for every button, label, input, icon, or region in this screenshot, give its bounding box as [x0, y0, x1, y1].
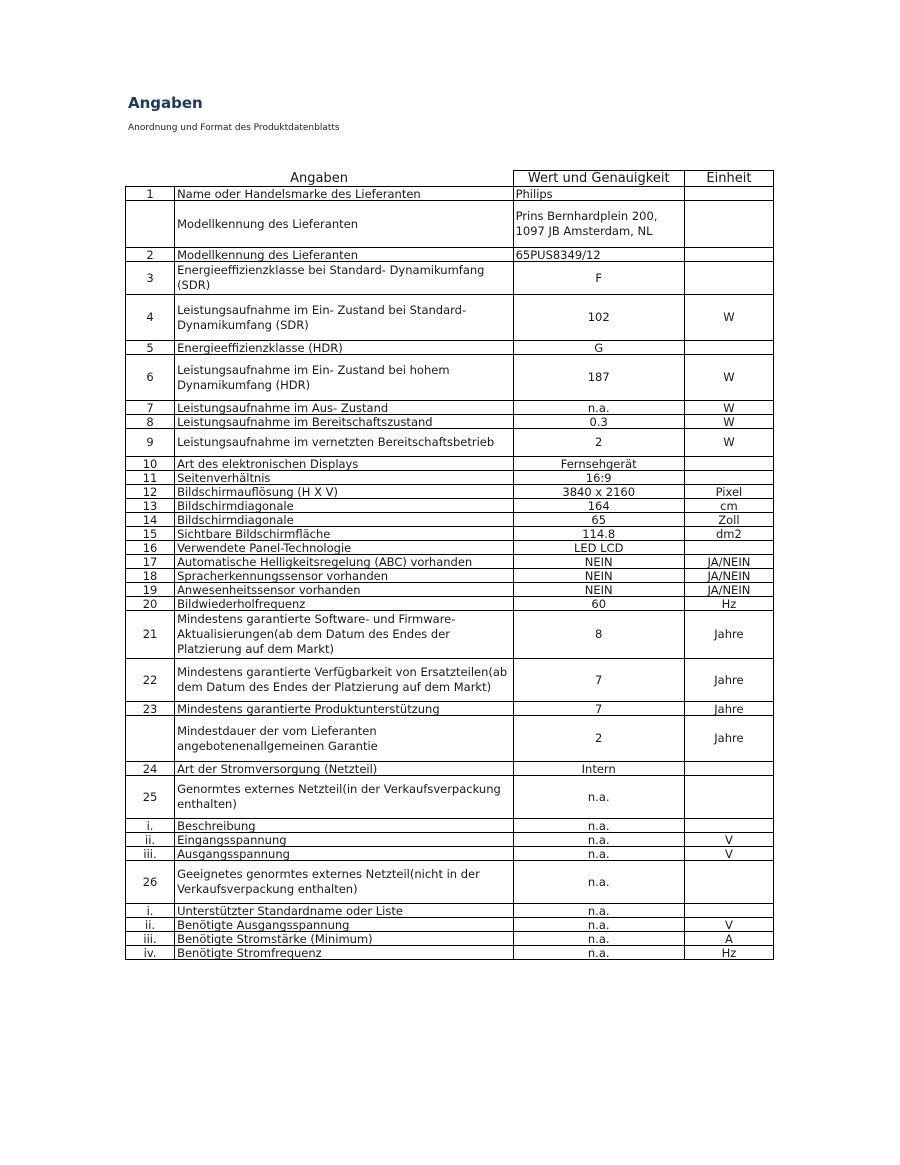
- row-unit: W: [684, 355, 773, 401]
- row-value: F: [513, 262, 684, 295]
- row-label: Leistungsaufnahme im Ein- Zustand bei hohem Dynamikumfang (HDR): [175, 355, 514, 401]
- row-value: NEIN: [513, 583, 684, 597]
- table-row: [126, 583, 774, 597]
- table-row: [126, 918, 774, 932]
- row-number: 16: [126, 541, 175, 555]
- row-label: Bildschirmdiagonale: [175, 499, 514, 513]
- page-title: Angaben: [128, 94, 203, 112]
- row-unit: Jahre: [684, 659, 773, 702]
- row-unit: W: [684, 429, 773, 457]
- row-number: 7: [126, 401, 175, 415]
- table-row: [126, 716, 774, 762]
- row-value: 65: [513, 513, 684, 527]
- row-number: 20: [126, 597, 175, 611]
- row-unit: JA/NEIN: [684, 555, 773, 569]
- row-label: Leistungsaufnahme im Ein- Zustand bei Standard-Dynamikumfang (SDR): [175, 295, 514, 341]
- row-value: 16:9: [513, 471, 684, 485]
- table-row: [126, 555, 774, 569]
- table-row: [126, 248, 774, 262]
- row-number: 13: [126, 499, 175, 513]
- row-unit: Jahre: [684, 611, 773, 659]
- row-unit: W: [684, 401, 773, 415]
- row-value: NEIN: [513, 569, 684, 583]
- row-value: G: [513, 341, 684, 355]
- table-row: [126, 471, 774, 485]
- row-unit: [684, 904, 773, 918]
- row-value: LED LCD: [513, 541, 684, 555]
- row-number: 14: [126, 513, 175, 527]
- row-number: i.: [126, 819, 175, 833]
- row-label: Leistungsaufnahme im Bereitschaftszustand: [175, 415, 514, 429]
- row-label: Art der Stromversorgung (Netzteil): [175, 762, 514, 776]
- row-number: 24: [126, 762, 175, 776]
- row-label: Modellkennung des Lieferanten: [175, 248, 514, 262]
- row-number: 17: [126, 555, 175, 569]
- row-label: Eingangsspannung: [175, 833, 514, 847]
- row-unit: [684, 471, 773, 485]
- row-label: Bildschirmdiagonale: [175, 513, 514, 527]
- row-unit: V: [684, 847, 773, 861]
- row-label: Mindestens garantierte Software- und Firmware-Aktualisierungen(ab dem Datum des Endes der Platzierung auf dem Markt): [175, 611, 514, 659]
- row-label: Bildschirmauflösung (H X V): [175, 485, 514, 499]
- product-data-table: [125, 170, 774, 960]
- row-value: 3840 x 2160: [513, 485, 684, 499]
- table-row: [126, 485, 774, 499]
- row-value: 60: [513, 597, 684, 611]
- row-label: Energieeffizienzklasse bei Standard- Dynamikumfang (SDR): [175, 262, 514, 295]
- row-value: Fernsehgerät: [513, 457, 684, 471]
- row-unit: Jahre: [684, 716, 773, 762]
- row-number: 23: [126, 702, 175, 716]
- row-label: Genormtes externes Netzteil(in der Verkaufsverpackung enthalten): [175, 776, 514, 819]
- row-value: 7: [513, 659, 684, 702]
- row-unit: dm2: [684, 527, 773, 541]
- row-label: Mindestens garantierte Produktunterstützung: [175, 702, 514, 716]
- row-value: Intern: [513, 762, 684, 776]
- row-number: [126, 201, 175, 248]
- row-number: 9: [126, 429, 175, 457]
- row-number: i.: [126, 904, 175, 918]
- table-row: [126, 702, 774, 716]
- row-label: Art des elektronischen Displays: [175, 457, 514, 471]
- table-row: [126, 762, 774, 776]
- table-row: [126, 946, 774, 960]
- row-label: Unterstützter Standardname oder Liste: [175, 904, 514, 918]
- row-number: 15: [126, 527, 175, 541]
- table-row: [126, 201, 774, 248]
- row-value: n.a.: [513, 833, 684, 847]
- row-unit: A: [684, 932, 773, 946]
- row-label: Geeignetes genormtes externes Netzteil(nicht in der Verkaufsverpackung enthalten): [175, 861, 514, 904]
- table-row: [126, 932, 774, 946]
- row-value: n.a.: [513, 861, 684, 904]
- row-value: n.a.: [513, 819, 684, 833]
- row-label: Mindestens garantierte Verfügbarkeit von Ersatzteilen(ab dem Datum des Endes der Platzierung auf dem Markt): [175, 659, 514, 702]
- row-number: 21: [126, 611, 175, 659]
- row-value: 102: [513, 295, 684, 341]
- row-value: n.a.: [513, 946, 684, 960]
- table-body: [126, 187, 774, 960]
- row-unit: [684, 248, 773, 262]
- row-label: Anwesenheitssensor vorhanden: [175, 583, 514, 597]
- header-einheit: Einheit: [684, 171, 773, 187]
- table-row: [126, 429, 774, 457]
- row-value: 8: [513, 611, 684, 659]
- table-row: [126, 295, 774, 341]
- row-label: Ausgangsspannung: [175, 847, 514, 861]
- table-row: [126, 401, 774, 415]
- row-number: iii.: [126, 847, 175, 861]
- table-row: [126, 513, 774, 527]
- row-unit: Pixel: [684, 485, 773, 499]
- row-value: 164: [513, 499, 684, 513]
- row-unit: [684, 187, 773, 201]
- row-value: n.a.: [513, 932, 684, 946]
- row-value: 0.3: [513, 415, 684, 429]
- header-wert: Wert und Genauigkeit: [513, 171, 684, 187]
- row-unit: [684, 776, 773, 819]
- table-row: [126, 187, 774, 201]
- table-row: [126, 499, 774, 513]
- table-row: [126, 861, 774, 904]
- row-number: ii.: [126, 918, 175, 932]
- row-label: Leistungsaufnahme im Aus- Zustand: [175, 401, 514, 415]
- row-unit: Jahre: [684, 702, 773, 716]
- page-subtitle: Anordnung und Format des Produktdatenblatts: [128, 123, 340, 133]
- row-label: Verwendete Panel-Technologie: [175, 541, 514, 555]
- row-value: n.a.: [513, 918, 684, 932]
- row-label: Benötigte Stromstärke (Minimum): [175, 932, 514, 946]
- row-number: 11: [126, 471, 175, 485]
- row-unit: Hz: [684, 946, 773, 960]
- row-value: n.a.: [513, 847, 684, 861]
- row-value: Prins Bernhardplein 200, 1097 JB Amsterdam, NL: [513, 201, 684, 248]
- row-label: Mindestdauer der vom Lieferanten angebotenenallgemeinen Garantie: [175, 716, 514, 762]
- row-label: Sichtbare Bildschirmfläche: [175, 527, 514, 541]
- row-label: Name oder Handelsmarke des Lieferanten: [175, 187, 514, 201]
- row-value: 187: [513, 355, 684, 401]
- row-unit: [684, 201, 773, 248]
- row-number: iv.: [126, 946, 175, 960]
- row-label: Leistungsaufnahme im vernetzten Bereitschaftsbetrieb: [175, 429, 514, 457]
- table-row: [126, 355, 774, 401]
- row-unit: JA/NEIN: [684, 569, 773, 583]
- row-label: Bildwiederholfrequenz: [175, 597, 514, 611]
- table-row: [126, 262, 774, 295]
- row-unit: Hz: [684, 597, 773, 611]
- row-value: 2: [513, 429, 684, 457]
- row-value: Philips: [513, 187, 684, 201]
- table-row: [126, 541, 774, 555]
- row-number: 3: [126, 262, 175, 295]
- table-row: [126, 341, 774, 355]
- table-row: [126, 415, 774, 429]
- row-value: NEIN: [513, 555, 684, 569]
- row-number: 18: [126, 569, 175, 583]
- row-unit: [684, 762, 773, 776]
- row-number: 6: [126, 355, 175, 401]
- table-row: [126, 597, 774, 611]
- row-number: 12: [126, 485, 175, 499]
- row-unit: [684, 457, 773, 471]
- row-label: Spracherkennungssensor vorhanden: [175, 569, 514, 583]
- row-unit: V: [684, 918, 773, 932]
- row-unit: Zoll: [684, 513, 773, 527]
- table-row: [126, 833, 774, 847]
- table-row: [126, 457, 774, 471]
- row-number: iii.: [126, 932, 175, 946]
- table-row: [126, 611, 774, 659]
- row-number: 26: [126, 861, 175, 904]
- row-unit: [684, 541, 773, 555]
- row-label: Automatische Helligkeitsregelung (ABC) vorhanden: [175, 555, 514, 569]
- row-value: 114.8: [513, 527, 684, 541]
- table-row: [126, 527, 774, 541]
- row-unit: V: [684, 833, 773, 847]
- row-unit: W: [684, 295, 773, 341]
- table-row: [126, 776, 774, 819]
- row-number: 1: [126, 187, 175, 201]
- table-row: [126, 569, 774, 583]
- row-number: 8: [126, 415, 175, 429]
- row-number: [126, 716, 175, 762]
- row-number: 10: [126, 457, 175, 471]
- row-number: 5: [126, 341, 175, 355]
- header-angaben: Angaben: [126, 171, 514, 187]
- row-number: 2: [126, 248, 175, 262]
- table-row: [126, 659, 774, 702]
- row-value: n.a.: [513, 776, 684, 819]
- row-unit: [684, 819, 773, 833]
- row-unit: [684, 262, 773, 295]
- row-value: 7: [513, 702, 684, 716]
- row-unit: [684, 341, 773, 355]
- row-value: 2: [513, 716, 684, 762]
- table-header-row: [126, 171, 774, 187]
- row-label: Modellkennung des Lieferanten: [175, 201, 514, 248]
- row-value: n.a.: [513, 401, 684, 415]
- table-row: [126, 904, 774, 918]
- row-number: 22: [126, 659, 175, 702]
- row-value: 65PUS8349/12: [513, 248, 684, 262]
- row-unit: W: [684, 415, 773, 429]
- row-number: 19: [126, 583, 175, 597]
- row-unit: [684, 861, 773, 904]
- row-label: Seitenverhältnis: [175, 471, 514, 485]
- table-row: [126, 819, 774, 833]
- row-unit: JA/NEIN: [684, 583, 773, 597]
- row-label: Benötigte Ausgangsspannung: [175, 918, 514, 932]
- row-number: 4: [126, 295, 175, 341]
- table-row: [126, 847, 774, 861]
- row-number: 25: [126, 776, 175, 819]
- row-label: Energieeffizienzklasse (HDR): [175, 341, 514, 355]
- row-label: Benötigte Stromfrequenz: [175, 946, 514, 960]
- row-unit: cm: [684, 499, 773, 513]
- row-value: n.a.: [513, 904, 684, 918]
- row-label: Beschreibung: [175, 819, 514, 833]
- row-number: ii.: [126, 833, 175, 847]
